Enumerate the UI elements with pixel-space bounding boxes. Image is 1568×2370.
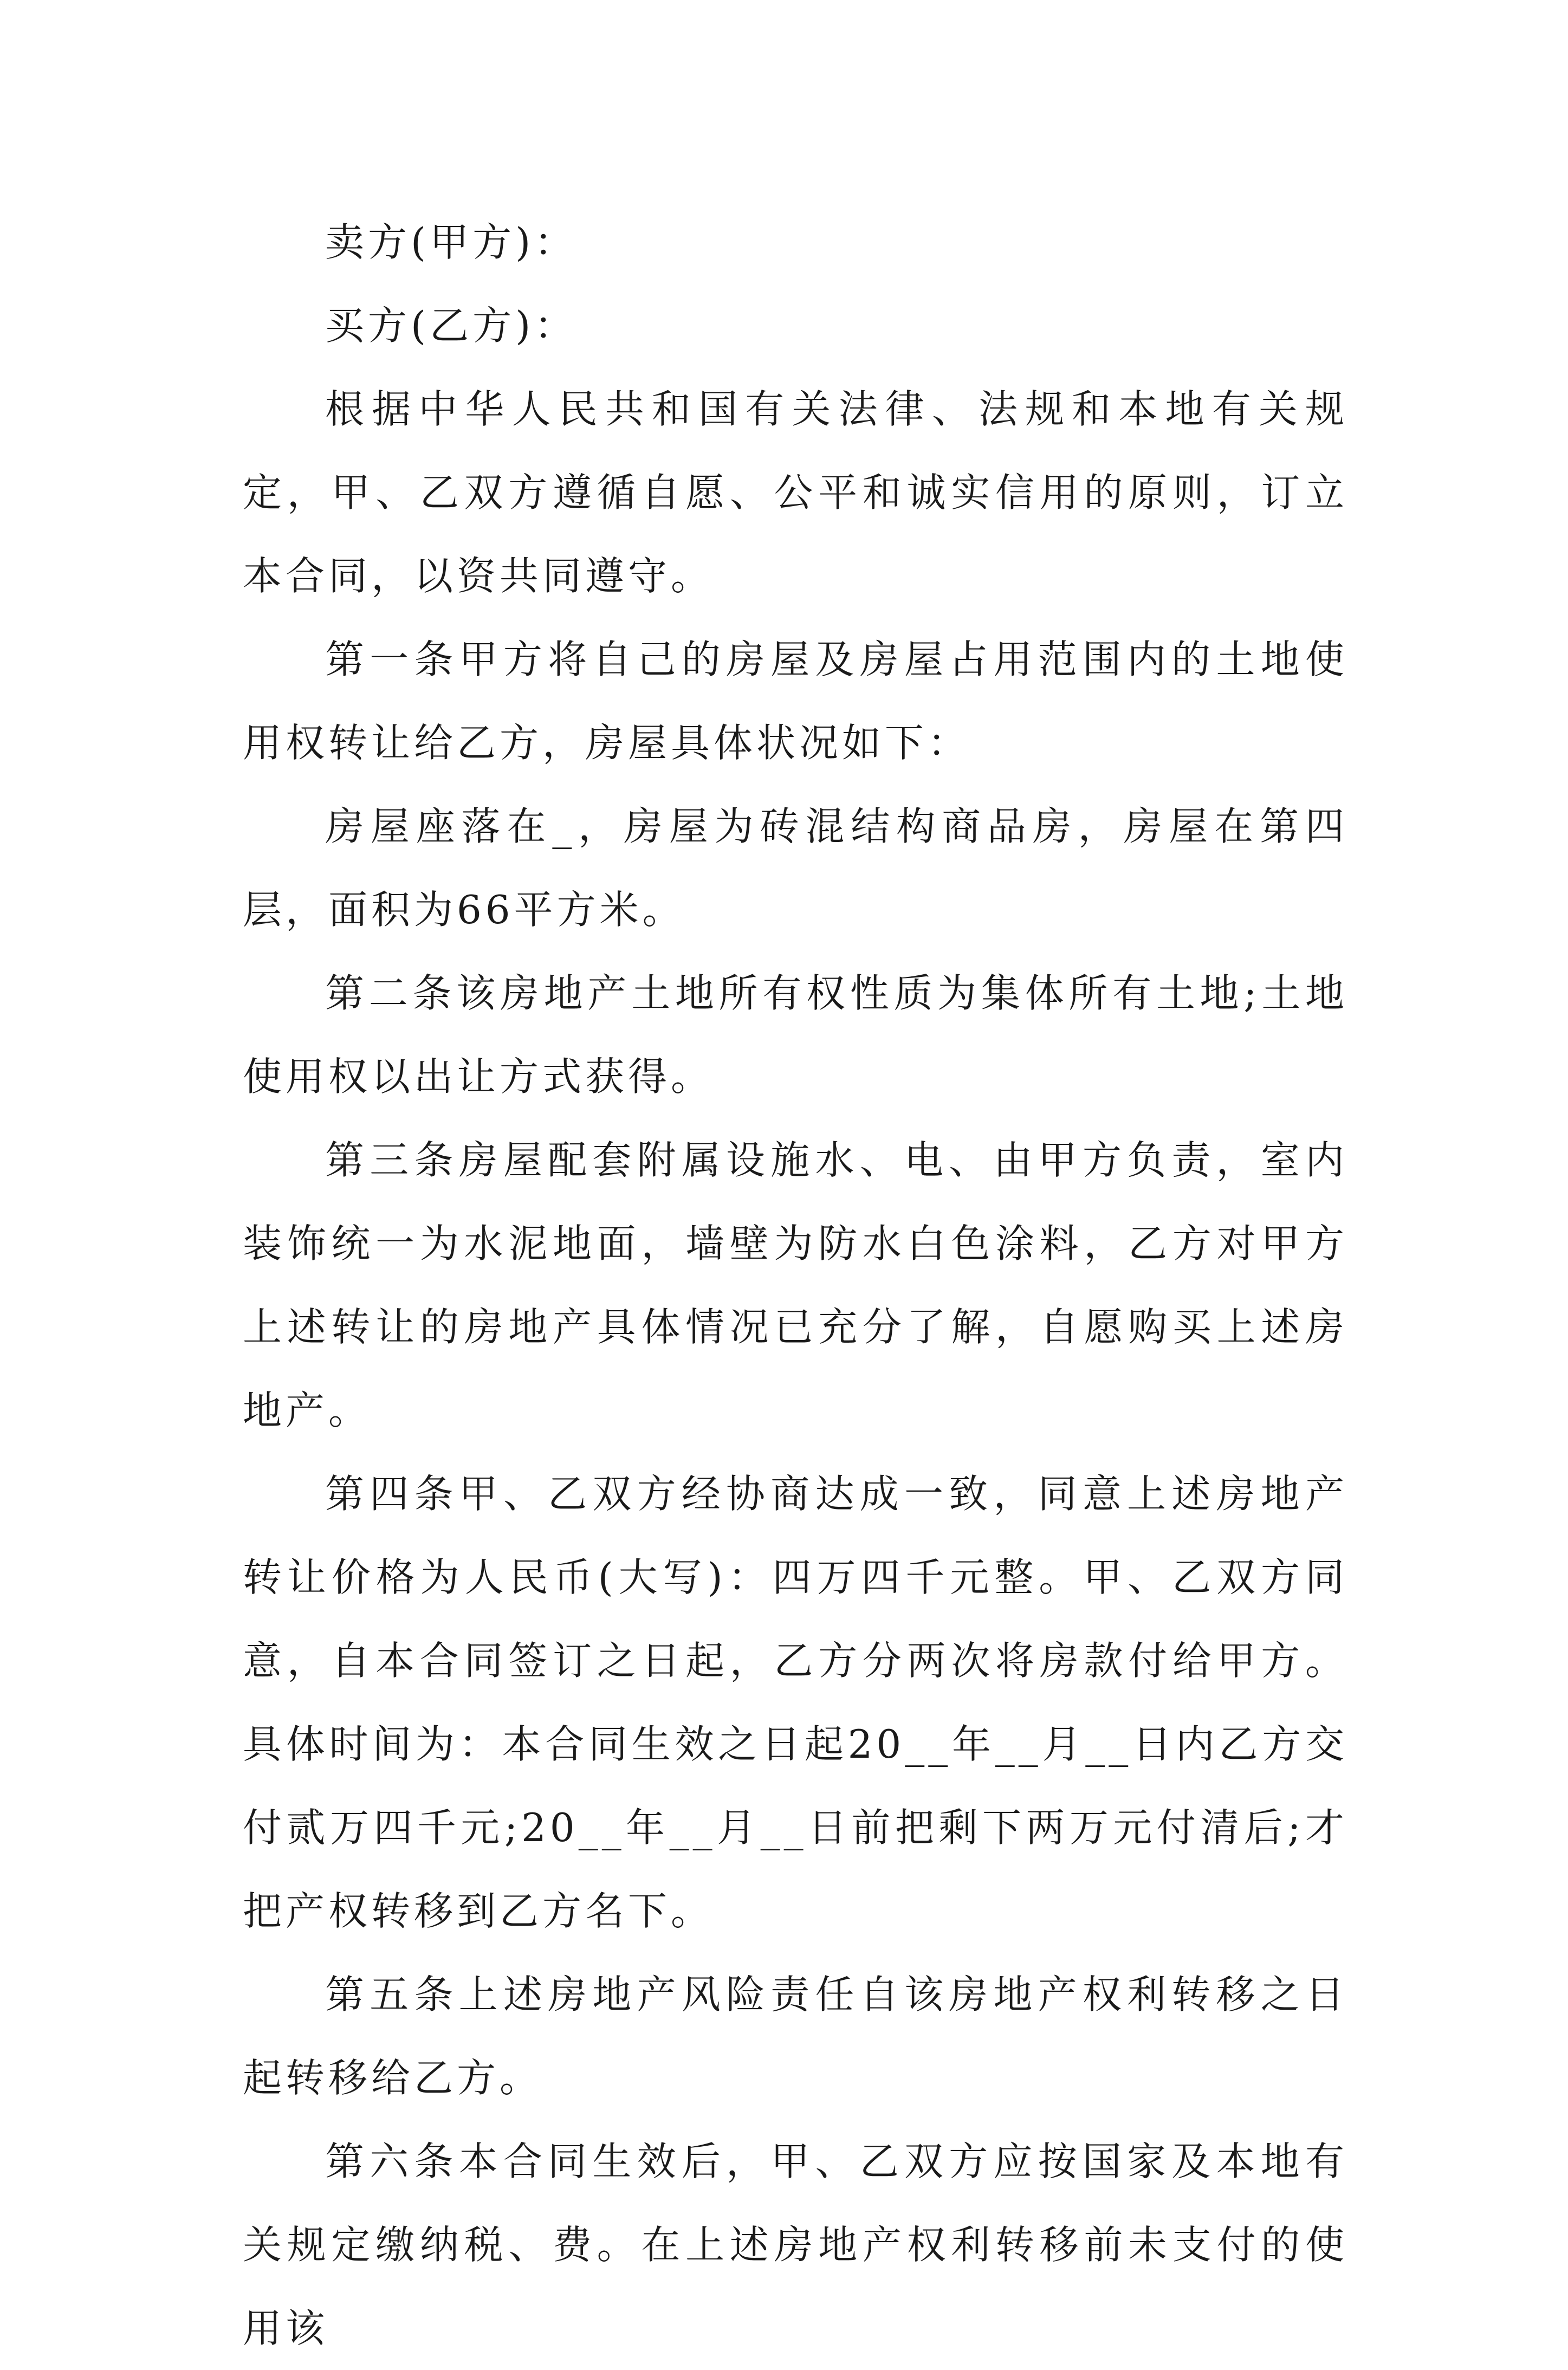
buyer-line: 买方(乙方)： bbox=[325, 303, 578, 348]
contract-body bbox=[243, 200, 1348, 2370]
property-details-paragraph: 房屋座落在_，房屋为砖混结构商品房，房屋在第四层，面积为66平方米。 bbox=[243, 804, 1348, 933]
preamble-paragraph: 根据中华人民共和国有关法律、法规和本地有关规定，甲、乙双方遵循自愿、公平和诚实信用的原则，订立本合同，以资共同遵守。 bbox=[243, 386, 1348, 599]
article-3-paragraph: 第三条房屋配套附属设施水、电、由甲方负责，室内装饰统一为水泥地面，墙壁为防水白色涂料，乙方对甲方上述转让的房地产具体情况已充分了解，自愿购买上述房地产。 bbox=[243, 1137, 1348, 1433]
article-5-paragraph: 第五条上述房地产风险责任自该房地产权利转移之日起转移给乙方。 bbox=[243, 1972, 1348, 2101]
seller-line: 卖方(甲方)： bbox=[325, 219, 578, 265]
article-2-paragraph: 第二条该房地产土地所有权性质为集体所有土地;土地使用权以出让方式获得。 bbox=[243, 970, 1348, 1099]
article-6-paragraph: 第六条本合同生效后，甲、乙双方应按国家及本地有关规定缴纳税、费。在上述房地产权利转移前未支付的使用该 bbox=[243, 2139, 1348, 2351]
article-1-paragraph: 第一条甲方将自己的房屋及房屋占用范围内的土地使用权转让给乙方，房屋具体状况如下： bbox=[243, 637, 1348, 766]
article-4-paragraph: 第四条甲、乙双方经协商达成一致，同意上述房地产转让价格为人民币(大写)：四万四千元整。甲、乙双方同意，自本合同签订之日起，乙方分两次将房款付给甲方。具体时间为：本合同生效之日起20__年__月__日内乙方交付贰万四千元;20__年__月__日前把剩下两万元付清后;才把产权转移到乙方名下。 bbox=[243, 1471, 1348, 1934]
